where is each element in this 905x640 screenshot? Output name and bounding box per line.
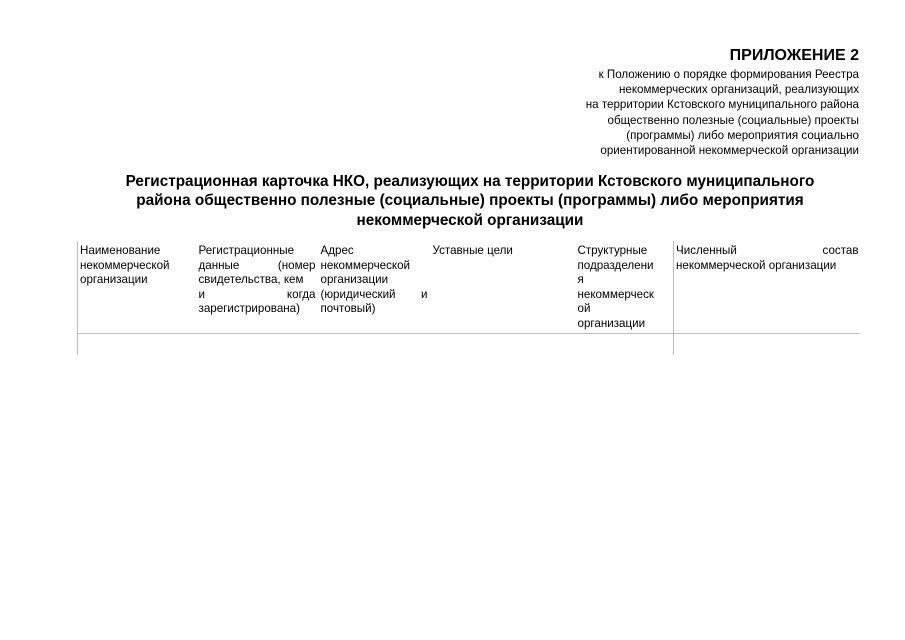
appendix-line: на территории Кстовского муниципального района	[585, 98, 859, 112]
header-line: организации	[80, 273, 148, 287]
column-header-address	[320, 241, 430, 334]
header-line: подразделени	[577, 258, 654, 272]
header-line: некоммерческ	[577, 287, 654, 301]
header-line: и когда	[198, 287, 316, 301]
header-line: свидетельства, кем	[198, 273, 304, 287]
table-cell[interactable]	[674, 334, 860, 356]
header-line: Регистрационные	[198, 244, 295, 257]
appendix-line: ориентированной некоммерческой организации	[600, 144, 859, 158]
header-line: организации	[320, 273, 389, 287]
header-line: организации	[577, 316, 646, 330]
table-cell[interactable]	[430, 334, 577, 356]
column-header-staff	[674, 241, 860, 334]
appendix-line: общественно полезные (социальные) проекты	[607, 113, 859, 127]
header-line: данные (номер	[198, 258, 316, 272]
table-cell[interactable]	[190, 334, 320, 356]
header-line: (юридический и	[320, 287, 428, 301]
table-row	[78, 334, 860, 356]
table-cell[interactable]	[320, 334, 430, 356]
table-cell[interactable]	[577, 334, 674, 356]
table-header-row	[78, 241, 860, 334]
appendix-line: некоммерческих организаций, реализующих	[618, 83, 859, 97]
header-line: некоммерческой	[80, 258, 170, 272]
document-title	[80, 172, 860, 230]
header-line: я	[577, 273, 584, 287]
header-line: Наименование	[80, 244, 161, 257]
registration-table	[77, 241, 860, 355]
column-header-registration	[190, 241, 320, 334]
header-line: зарегистрирована)	[198, 302, 300, 316]
header-line: некоммерческой	[320, 258, 410, 272]
header-line: Адрес	[320, 244, 354, 257]
appendix-line: к Положению о порядке формирования Реестра	[598, 68, 859, 81]
table-cell[interactable]	[78, 334, 190, 356]
appendix-line: (программы) либо мероприятия социально	[626, 128, 859, 142]
header-line: Структурные	[577, 244, 648, 257]
column-header-subdivisions	[577, 241, 674, 334]
document-title-line: Регистрационная карточка НКО, реализующих на территории Кстовского муниципального	[125, 173, 815, 190]
header-line: некоммерческой организации	[676, 258, 837, 272]
appendix-block	[586, 46, 859, 158]
header-line: ой	[577, 302, 591, 316]
document-title-line: некоммерческой организации	[356, 211, 584, 229]
document-title-line: района общественно полезные (социальные) проекты (программы) либо мероприятия	[136, 192, 804, 210]
header-line: почтовый)	[320, 302, 376, 316]
appendix-title: ПРИЛОЖЕНИЕ 2	[729, 47, 859, 64]
column-header-name	[78, 241, 190, 334]
column-header-goals	[430, 241, 577, 334]
header-line: Уставные цели	[432, 244, 513, 257]
header-line: Численный состав	[676, 244, 859, 257]
